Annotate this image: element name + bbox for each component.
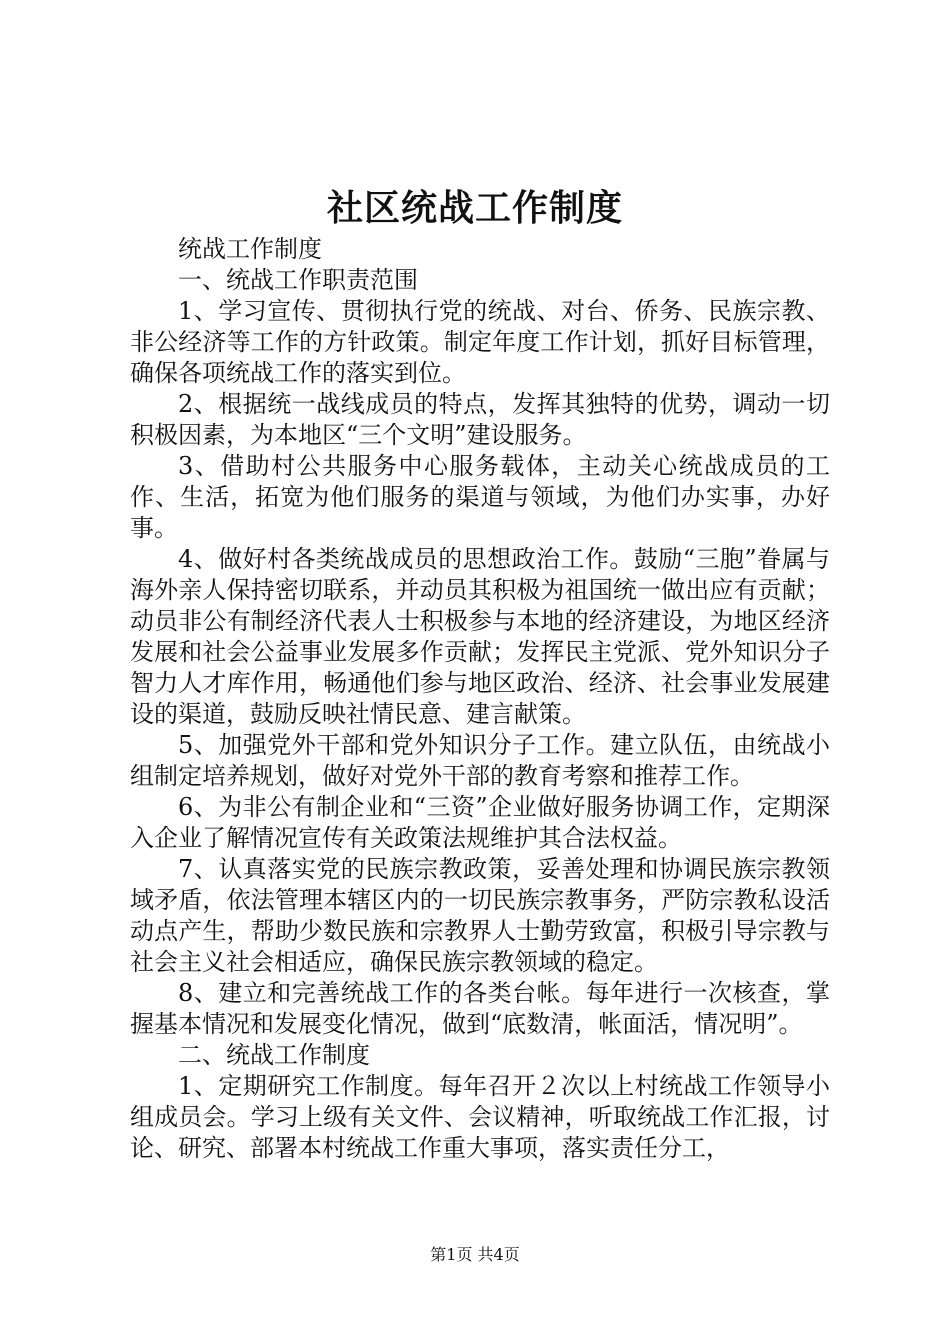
paragraph: 5、加强党外干部和党外知识分子工作。建立队伍，由统战小组制定培养规划，做好对党外干部的教育考察和推荐工作。 — [130, 731, 830, 790]
paragraph: 7、认真落实党的民族宗教政策，妥善处理和协调民族宗教领域矛盾，依法管理本辖区内的一切民族宗教事务，严防宗教私设活动点产生，帮助少数民族和宗教界人士勤劳致富，积极引导宗教与社会主义社会相适应，确保民族宗教领域的稳定。 — [130, 855, 830, 976]
paragraph: 2、根据统一战线成员的特点，发挥其独特的优势，调动一切积极因素，为本地区“三个文明”建设服务。 — [130, 390, 830, 449]
paragraph: 6、为非公有制企业和“三资”企业做好服务协调工作，定期深入企业了解情况宣传有关政策法规维护其合法权益。 — [130, 793, 830, 852]
document-title: 社区统战工作制度 — [326, 187, 623, 229]
paragraph: 8、建立和完善统战工作的各类台帐。每年进行一次核查，掌握基本情况和发展变化情况，做到“底数清，帐面活，情况明”。 — [130, 979, 830, 1038]
paragraph: 1、定期研究工作制度。每年召开２次以上村统战工作领导小组成员会。学习上级有关文件、会议精神，听取统战工作汇报，讨论、研究、部署本村统战工作重大事项，落实责任分工， — [130, 1072, 830, 1162]
paragraph-heading: 统战工作制度 — [178, 235, 322, 263]
document-body — [130, 234, 830, 1164]
section-heading-2: 二、统战工作制度 — [178, 1041, 370, 1069]
paragraph: 4、做好村各类统战成员的思想政治工作。鼓励“三胞”眷属与海外亲人保持密切联系，并动员其积极为祖国统一做出应有贡献；动员非公有制经济代表人士积极参与本地的经济建设，为地区经济发展和社会公益事业发展多作贡献；发挥民主党派、党外知识分子智力人才库作用，畅通他们参与地区政治、经济、社会事业发展建设的渠道，鼓励反映社情民意、建言献策。 — [130, 545, 830, 728]
paragraph: 3、借助村公共服务中心服务载体，主动关心统战成员的工作、生活，拓宽为他们服务的渠道与领域，为他们办实事，办好事。 — [130, 452, 830, 542]
paragraph: 1、学习宣传、贯彻执行党的统战、对台、侨务、民族宗教、非公经济等工作的方针政策。制定年度工作计划，抓好目标管理，确保各项统战工作的落实到位。 — [130, 297, 830, 387]
page-footer: 第1页 共4页 — [430, 1245, 520, 1264]
section-heading-1: 一、统战工作职责范围 — [178, 266, 418, 294]
